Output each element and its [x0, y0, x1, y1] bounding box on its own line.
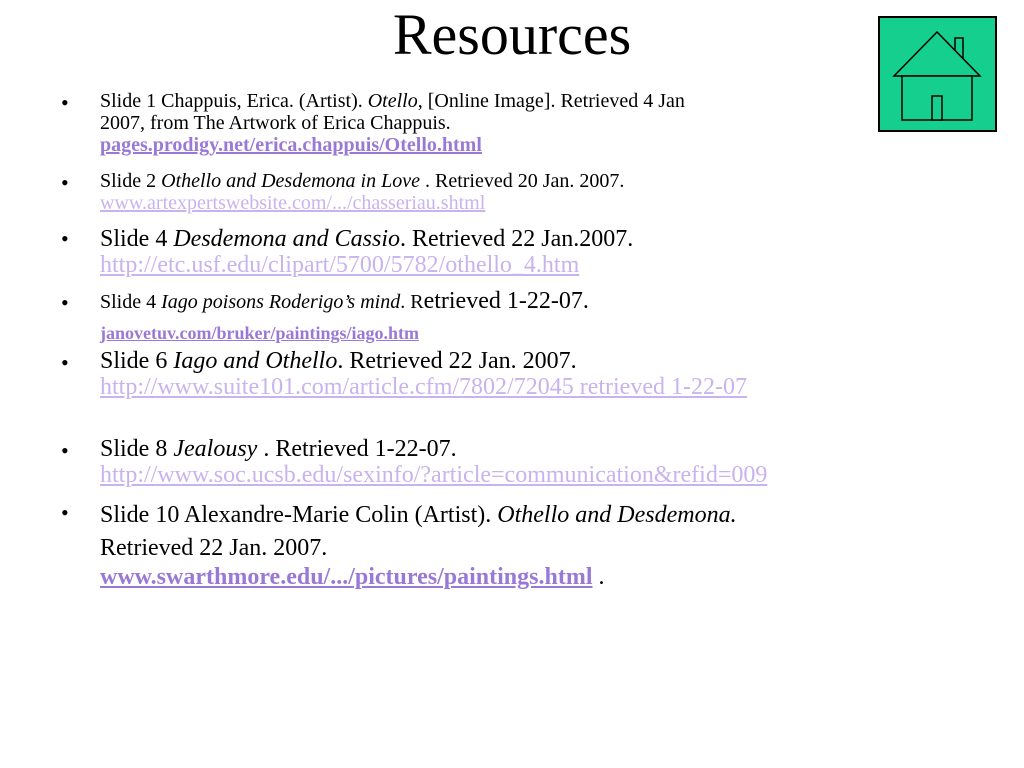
reference-link[interactable]: http://etc.usf.edu/clipart/5700/5782/othello_4.htm	[100, 252, 580, 278]
home-button[interactable]	[878, 16, 997, 132]
artwork-title: Iago poisons Roderigo’s mind	[161, 291, 401, 313]
reference-link[interactable]: janovetuv.com/bruker/paintings/iago.htm	[100, 323, 420, 343]
entry-text: Slide 1 Chappuis, Erica. (Artist).	[100, 90, 368, 112]
entry-text: . Retrieved 1-22-07.	[257, 436, 457, 462]
house-icon	[880, 18, 995, 130]
artwork-title: Iago and Othello	[173, 348, 338, 374]
artwork-title: Otello	[367, 90, 418, 112]
entry-text: 2007, from The Artwork of Erica Chappuis.	[100, 112, 451, 134]
page-title: Resources	[392, 2, 632, 67]
list-item	[100, 288, 890, 344]
entry-text: Slide 6	[100, 348, 174, 374]
entry-text: Retrieved 22 Jan. 2007.	[100, 535, 328, 561]
bullet: •	[61, 90, 69, 115]
list-item	[100, 348, 890, 400]
entry-text: Slide 2	[100, 170, 162, 192]
entry-text: Slide 8	[100, 436, 174, 462]
reference-link[interactable]: www.swarthmore.edu/.../pictures/paintings.html	[100, 564, 593, 590]
list-item	[100, 498, 890, 590]
entry-text: etrieved 1-22-07.	[423, 288, 589, 314]
artwork-title: Othello and Desdemona.	[497, 502, 737, 528]
artwork-title: Desdemona and Cassio	[173, 226, 401, 252]
entry-text: , [Online Image]. Retrieved 4 Jan	[417, 90, 685, 112]
artwork-title: Jealousy	[173, 436, 258, 462]
bullet: •	[61, 170, 69, 195]
entry-text: Slide 4	[100, 291, 162, 313]
entry-text: . Retrieved 20 Jan. 2007.	[419, 170, 625, 192]
reference-link[interactable]: http://www.suite101.com/article.cfm/7802/72045 retrieved 1-22-07	[100, 374, 747, 400]
entry-text: .	[592, 564, 605, 590]
list-item	[100, 226, 890, 278]
artwork-title: Othello and Desdemona in Love	[161, 170, 420, 192]
entry-text: Slide 10 Alexandre-Marie Colin (Artist).	[100, 502, 498, 528]
reference-link[interactable]: http://www.soc.ucsb.edu/sexinfo/?article=communication&refid=009	[100, 462, 768, 488]
bullet: •	[61, 226, 69, 251]
reference-link[interactable]: www.artexpertswebsite.com/.../chasseriau.shtml	[100, 192, 486, 214]
bullet: •	[61, 350, 69, 375]
bullet: •	[61, 438, 69, 463]
entry-text: . Retrieved 22 Jan. 2007.	[337, 348, 577, 374]
entry-text: Slide 4	[100, 226, 174, 252]
bullet: •	[61, 500, 69, 525]
list-item	[100, 170, 890, 214]
list-item	[100, 436, 890, 488]
reference-link[interactable]: pages.prodigy.net/erica.chappuis/Otello.html	[100, 134, 482, 156]
entry-text: . Retrieved 22 Jan.2007.	[400, 226, 634, 252]
bullet: •	[61, 290, 69, 315]
entry-text: . R	[400, 291, 424, 313]
list-item	[100, 90, 890, 156]
